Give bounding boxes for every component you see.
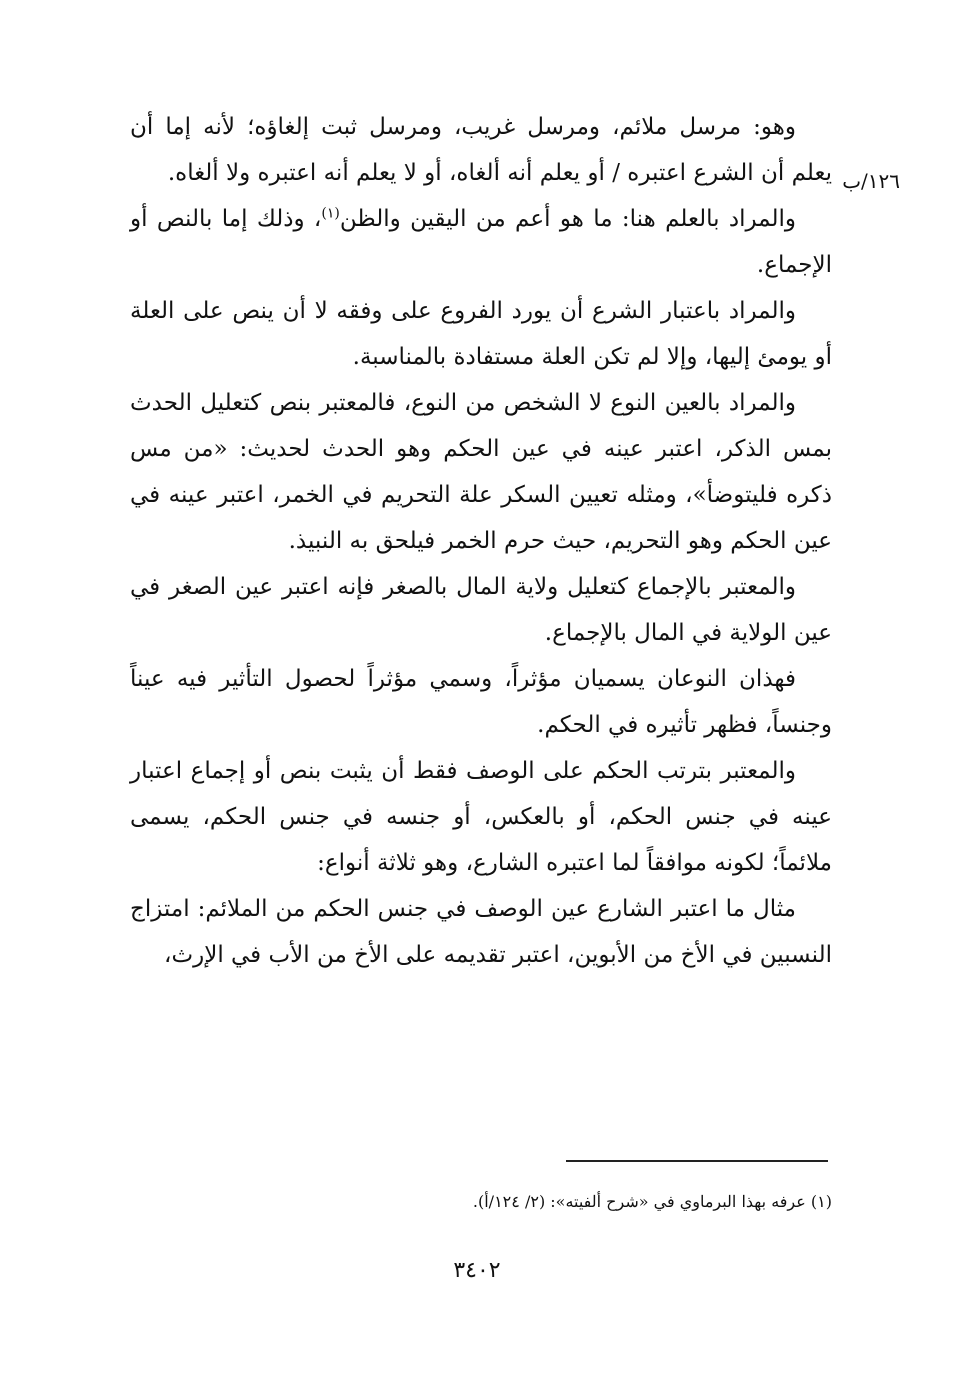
paragraph-8: مثال ما اعتبر الشارع عين الوصف في جنس الحكم من الملائم: امتزاج النسبين في الأخ من الأبوين، اعتبر تقديمه على الأخ من الأب في الإرث، xyxy=(130,896,832,968)
footnote-number: (١) xyxy=(810,1192,832,1211)
page-number: ٣٤٠٢ xyxy=(453,1258,501,1283)
folio-margin-note: ١٢٦/ب xyxy=(842,169,900,193)
paragraph-3: والمراد باعتبار الشرع أن يورد الفروع على وفقه لا أن ينص على العلة أو يومئ إليها، وإلا لم تكن العلة مستفادة بالمناسبة. xyxy=(130,298,832,370)
paragraph-6: فهذان النوعان يسميان مؤثراً، وسمي مؤثراً لحصول التأثير فيه عيناً وجنساً، فظهر تأثيره في الحكم. xyxy=(130,666,832,738)
paragraph-5: والمعتبر بالإجماع كتعليل ولاية المال بالصغر فإنه اعتبر عين الصغر في عين الولاية في المال بالإجماع. xyxy=(130,574,832,646)
paragraph-2-tail: ، وذلك إما بالنص أو الإجماع. xyxy=(130,206,832,278)
footnote xyxy=(130,1188,832,1216)
footnote-text: عرفه بهذا البرماوي في «شرح ألفيته»: (٢/ ١٢٤/أ). xyxy=(472,1192,806,1211)
paragraph-2 xyxy=(130,196,832,288)
paragraph-7: والمعتبر بترتب الحكم على الوصف فقط أن يثبت بنص أو إجماع اعتبار عينه في جنس الحكم، أو بالعكس، أو جنسه في جنس الحكم، يسمى ملائماً؛ لكونه موافقاً لما اعتبره الشارع، وهو ثلاثة أنواع: xyxy=(130,758,832,876)
paragraph-2-text: والمراد بالعلم هنا: ما هو أعم من اليقين والظن xyxy=(339,206,796,232)
footnote-separator xyxy=(566,1160,828,1162)
paragraph-1: وهو: مرسل ملائم، ومرسل غريب، ومرسل ثبت إلغاؤه؛ لأنه إما أن يعلم أن الشرع اعتبره / أو يعلم أنه ألغاه، أو لا يعلم أنه اعتبره ولا ألغاه. xyxy=(130,114,832,186)
paragraph-4: والمراد بالعين النوع لا الشخص من النوع، فالمعتبر بنص كتعليل الحدث بمس الذكر، اعتبر عينه في عين الحكم وهو الحدث لحديث: «من مس ذكره فليتوضأ»، ومثله تعيين السكر علة التحريم في الخمر، اعتبر عينه في عين الحكم وهو التحريم، حيث حرم الخمر فيلحق به النبيذ. xyxy=(130,390,832,554)
footnote-reference[interactable]: (١) xyxy=(321,205,340,222)
main-text xyxy=(130,104,832,978)
